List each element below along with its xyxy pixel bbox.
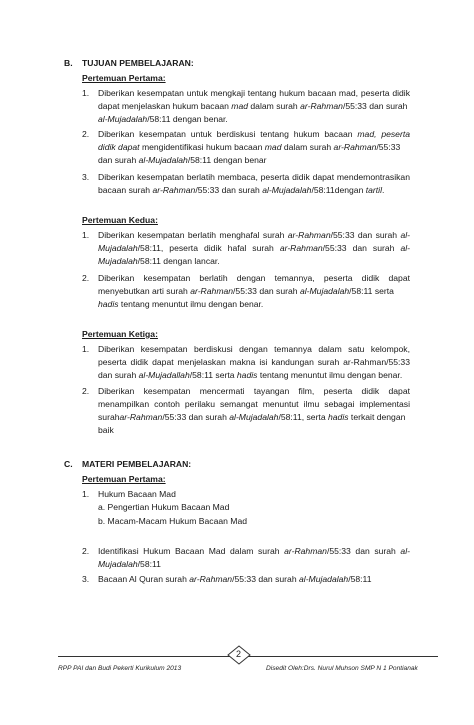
c1-item2-line2: Mujadalah/58:11 bbox=[98, 559, 161, 569]
meeting-2-heading: Pertemuan Kedua: bbox=[82, 215, 158, 225]
list-number: 3. bbox=[82, 574, 90, 584]
p1-item1-line1: Diberikan kesempatan untuk mengkaji tentang hukum bacaan mad, peserta didik bbox=[98, 88, 410, 98]
p3-item2-line2: menampilkan contoh perilaku semangat menuntut ilmu sebagai implementasi bbox=[98, 399, 410, 409]
materi-meeting-1-heading: Pertemuan Pertama: bbox=[82, 474, 166, 484]
p1-item1-line2: dapat menjelaskan hukum bacaan mad dalam surah ar-Rahman/55:33 dan surah bbox=[98, 101, 408, 111]
list-number: 1. bbox=[82, 489, 90, 499]
p3-item1-line3: dan surah al-Mujadallah/58:11 serta hadis tentang menuntut ilmu dengan benar. bbox=[98, 370, 403, 380]
list-number: 3. bbox=[82, 172, 90, 182]
p3-item1-line2: peserta didik dapat menjelaskan makna isi kandungan surah ar-Rahman/55:33 bbox=[98, 357, 410, 367]
p1-item3-line1: Diberikan kesempatan berlatih membaca, peserta didik dapat mendemontrasikan bbox=[98, 172, 410, 182]
meeting-3-heading: Pertemuan Ketiga: bbox=[82, 329, 158, 339]
p2-item2-line3: hadis tentang menuntut ilmu dengan benar. bbox=[98, 299, 264, 309]
section-c-title: MATERI PEMBELAJARAN: bbox=[82, 459, 192, 469]
list-number: 1. bbox=[82, 230, 90, 240]
p3-item1-line1: Diberikan kesempatan berdiskusi dengan temannya dalam satu kelompok, bbox=[98, 344, 410, 354]
meeting-1-heading: Pertemuan Pertama: bbox=[82, 73, 166, 83]
c1-item2-line1: Identifikasi Hukum Bacaan Mad dalam surah ar-Rahman/55:33 dan surah al- bbox=[98, 546, 410, 556]
p1-item3-line2: bacaan surah ar-Rahman/55:33 dan surah al-Mujadalah/58:11dengan tartil. bbox=[98, 185, 385, 195]
list-number: 2. bbox=[82, 386, 90, 396]
list-number: 1. bbox=[82, 344, 90, 354]
p2-item1-line1: Diberikan kesempatan berlatih menghafal surah ar-Rahman/55:33 dan surah al- bbox=[98, 230, 410, 240]
section-c-letter: C. bbox=[64, 459, 73, 469]
footer-left-text: RPP PAI dan Budi Pekerti Kurikulum 2013 bbox=[58, 665, 182, 672]
p1-item2-line1: Diberikan kesempatan untuk berdiskusi tentang hukum bacaan mad, peserta bbox=[98, 129, 410, 139]
p2-item2-line1: Diberikan kesempatan berlatih dengan temannya, peserta didik dapat bbox=[98, 273, 410, 283]
list-number: 2. bbox=[82, 129, 90, 139]
p3-item2-line1: Diberikan kesempatan mencermati tayangan film, peserta didik dapat bbox=[98, 386, 410, 396]
c1-item1-text: Hukum Bacaan Mad bbox=[98, 489, 176, 499]
footer-right-text: Disedit Oleh:Drs. Nurul Muhson SMP N 1 Pontianak bbox=[266, 665, 418, 672]
c1-item1-sub-b: b. Macam-Macam Hukum Bacaan Mad bbox=[98, 516, 248, 526]
list-number: 2. bbox=[82, 546, 90, 556]
p3-item2-line4: baik bbox=[98, 425, 114, 435]
section-b-title: TUJUAN PEMBELAJARAN: bbox=[82, 58, 194, 68]
p1-item2-line3: dan surah al-Mujadalah/58:11 dengan benar bbox=[98, 155, 267, 165]
p2-item1-line3: Mujadalah/58:11 dengan lancar. bbox=[98, 256, 220, 266]
c1-item3-line1: Bacaan Al Quran surah ar-Rahman/55:33 dan surah al-Mujadalah/58:11 bbox=[98, 574, 372, 584]
p3-item2-line3: surahar-Rahman/55:33 dan surah al-Mujadalah/58:11, serta hadis terkait dengan bbox=[98, 412, 406, 422]
section-b-letter: B. bbox=[64, 58, 73, 68]
c1-item1-sub-a: a. Pengertian Hukum Bacaan Mad bbox=[98, 502, 230, 512]
list-number: 1. bbox=[82, 88, 90, 98]
p1-item2-line2: didik dapat mengidentifikasi hukum bacaan mad dalam surah ar-Rahman/55:33 bbox=[98, 142, 401, 152]
p2-item2-line2: menyebutkan arti surah ar-Rahman/55:33 dan surah al-Mujadalah/58:11 serta bbox=[98, 286, 394, 296]
page-number: 2 bbox=[236, 649, 242, 659]
list-number: 2. bbox=[82, 273, 90, 283]
p1-item1-line3: al-Mujadalah/58:11 dengan benar. bbox=[98, 114, 228, 124]
p2-item1-line2: Mujadalah/58:11, peserta didik hafal surah ar-Rahman/55:33 dan surah al- bbox=[98, 243, 410, 253]
